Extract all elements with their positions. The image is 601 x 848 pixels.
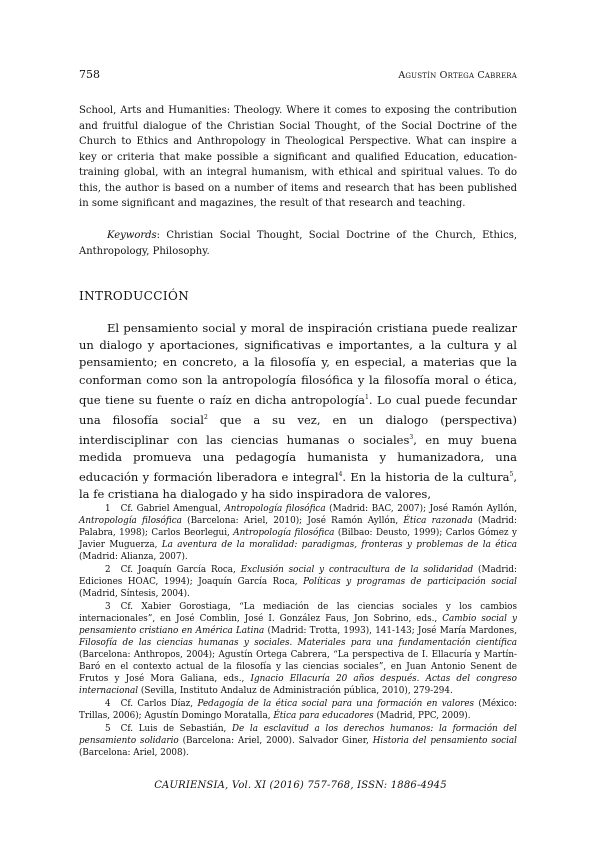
footnote-text: Cf. Joaquín García Roca, [120, 565, 241, 575]
footnote-title: Antropología filosófica [79, 516, 182, 526]
footnote-text: (Sevilla, Instituto Andaluz de Administración pública, 2010), 279-294. [138, 686, 453, 696]
footnote-number: 4 [105, 699, 111, 709]
footnotes [79, 503, 517, 760]
footnote-text: (Madrid: Trotta, 1993), 141-143; José María Mardones, [264, 626, 517, 636]
footnote-1 [79, 503, 517, 563]
footnote-text: (Barcelona: Ariel, 2000). Salvador Giner, [178, 736, 373, 746]
footnote-title: Cambio social y pensamiento cristiano en América Latina [79, 614, 517, 636]
footnote-title: Ética para educadores [273, 711, 374, 721]
footnote-text: (Madrid: BAC, 2007); José Ramón Ayllón, [325, 504, 517, 514]
footnote-ref-2[interactable]: 2 [204, 413, 208, 421]
page-number: 758 [79, 68, 100, 81]
footnote-text: (Barcelona: Ariel, 2010); José Ramón Ayllón, [181, 516, 404, 526]
footnote-text: Cf. Gabriel Amengual, [120, 504, 225, 514]
footnote-title: Pedagogía de la ética social para una formación en valores [197, 699, 475, 709]
footnote-text: (Madrid: Palabra, 1998); Carlos Beorlegui, [79, 516, 517, 538]
footnote-2 [79, 564, 517, 600]
footnote-title: Historia del pensamiento social [372, 736, 517, 746]
footnote-text: (Madrid, Síntesis, 2004). [79, 589, 190, 599]
footnote-text: (Madrid: Ediciones HOAC, 1994); Joaquín García Roca, [79, 565, 517, 587]
footnote-text: (Madrid: Alianza, 2007). [79, 552, 188, 562]
keywords [79, 228, 517, 260]
footnote-text: (México: Trillas, 2006); Agustín Domingo Moratalla, [79, 699, 517, 721]
body-text-segment: , en muy buena medida promueva una pedagogía humanista y humanizadora, una educación y formación liberadora e integral [79, 432, 517, 484]
journal-footer: CAURIENSIA, Vol. XI (2016) 757-768, ISSN: 1886-4945 [154, 780, 447, 791]
abstract-english: School, Arts and Humanities: Theology. Where it comes to exposing the contribution and fruitful dialogue of the Christian Social Thought, of the Social Doctrine of the Church to Ethics and Anthropology in Theological Perspective. What can inspire a key or criteria that make possible a significant and qualified Education, education-training global, with an integral humanism, with ethical and spiritual values. To do this, the author is based on a number of items and research that has been published in some significant and magazines, the result of that research and teaching. [79, 105, 517, 209]
footnote-title: Ignacio Ellacuría 20 años después. Actas del congreso internacional [79, 674, 517, 696]
footnote-text: (Barcelona: Anthropos, 2004); Agustín Ortega Cabrera, “La perspectiva de I. Ellacuría y Martín-Baró en el contexto actual de la filosofía y las ciencias sociales”, en Juan Antonio Senent de Frutos y José Mora Galiana, eds., [79, 650, 517, 684]
footnote-title: Políticas y programas de participación social [303, 577, 517, 587]
body-text-segment: El pensamiento social y moral de inspiración cristiana puede realizar un dialogo y aportaciones, significativas e importantes, a la cultura y al pensamiento; en concreto, a la filosofía y, en especial, a materias que la conforman como son la antropología filosófica y la filosofía moral o ética, que tiene su fuente o raíz en dicha antropología [79, 321, 517, 407]
footnote-title: Exclusión social y contracultura de la solidaridad [240, 565, 474, 575]
footnote-text: (Barcelona: Ariel, 2008). [79, 748, 189, 758]
keywords-text: : Christian Social Thought, Social Doctrine of the Church, Ethics, Anthropology, Philosophy. [79, 230, 517, 257]
running-author: Agustín Ortega Cabrera [398, 70, 517, 81]
footnote-text: (Madrid, PPC, 2009). [373, 711, 471, 721]
footnote-text: Cf. Xabier Gorostiaga, “La mediación de las ciencias sociales y los cambios internacionales”, en José Comblin, José I. González Faus, Jon Sobrino, eds., [79, 602, 517, 624]
footnote-title: Ética razonada [403, 516, 473, 526]
body-paragraph [79, 320, 517, 503]
footnote-5 [79, 723, 517, 759]
footnote-3 [79, 601, 517, 697]
footnote-4 [79, 698, 517, 722]
footnote-number: 1 [105, 504, 111, 514]
body-text-segment: que a su vez, en un dialogo (perspectiva) interdisciplinar con las ciencias humanas o sociales [79, 412, 517, 447]
running-header [79, 68, 517, 84]
footnote-text: Cf. Luis de Sebastián, [120, 724, 232, 734]
keywords-label: Keywords [107, 230, 157, 241]
footnote-title: La aventura de la moralidad: paradigmas, fronteras y problemas de la ética [161, 540, 517, 550]
footnote-number: 2 [105, 565, 111, 575]
footnote-ref-3[interactable]: 3 [409, 433, 414, 441]
section-title: INTRODUCCIÓN [79, 289, 190, 303]
footnote-number: 5 [105, 724, 111, 734]
footnote-text: (Bilbao: Deusto, 1999); Carlos Gómez y Javier Muguerza, [79, 528, 517, 550]
footnote-title: Antropología filosófica [224, 504, 326, 514]
footnote-text: Cf. Carlos Díaz, [120, 699, 198, 709]
body-text-segment: . En la historia de la cultura [342, 469, 510, 484]
footnote-ref-1[interactable]: 1 [365, 393, 369, 401]
footnote-ref-5[interactable]: 5 [509, 471, 514, 479]
footnote-title: Filosofía de las ciencias humanas y sociales. Materiales para una fundamentación científica [79, 638, 517, 648]
footnote-number: 3 [105, 602, 111, 612]
body-text-segment: . Lo cual puede fecundar una filosofía social [79, 392, 517, 427]
footnote-ref-4[interactable]: 4 [338, 471, 343, 479]
footnote-title: Antropología filosófica [233, 528, 335, 538]
body-text-segment: , la fe cristiana ha dialogado y ha sido inspiradora de valores, [79, 469, 517, 502]
footnote-title: De la esclavitud a los derechos humanos: la formación del pensamiento solidario [79, 724, 517, 746]
